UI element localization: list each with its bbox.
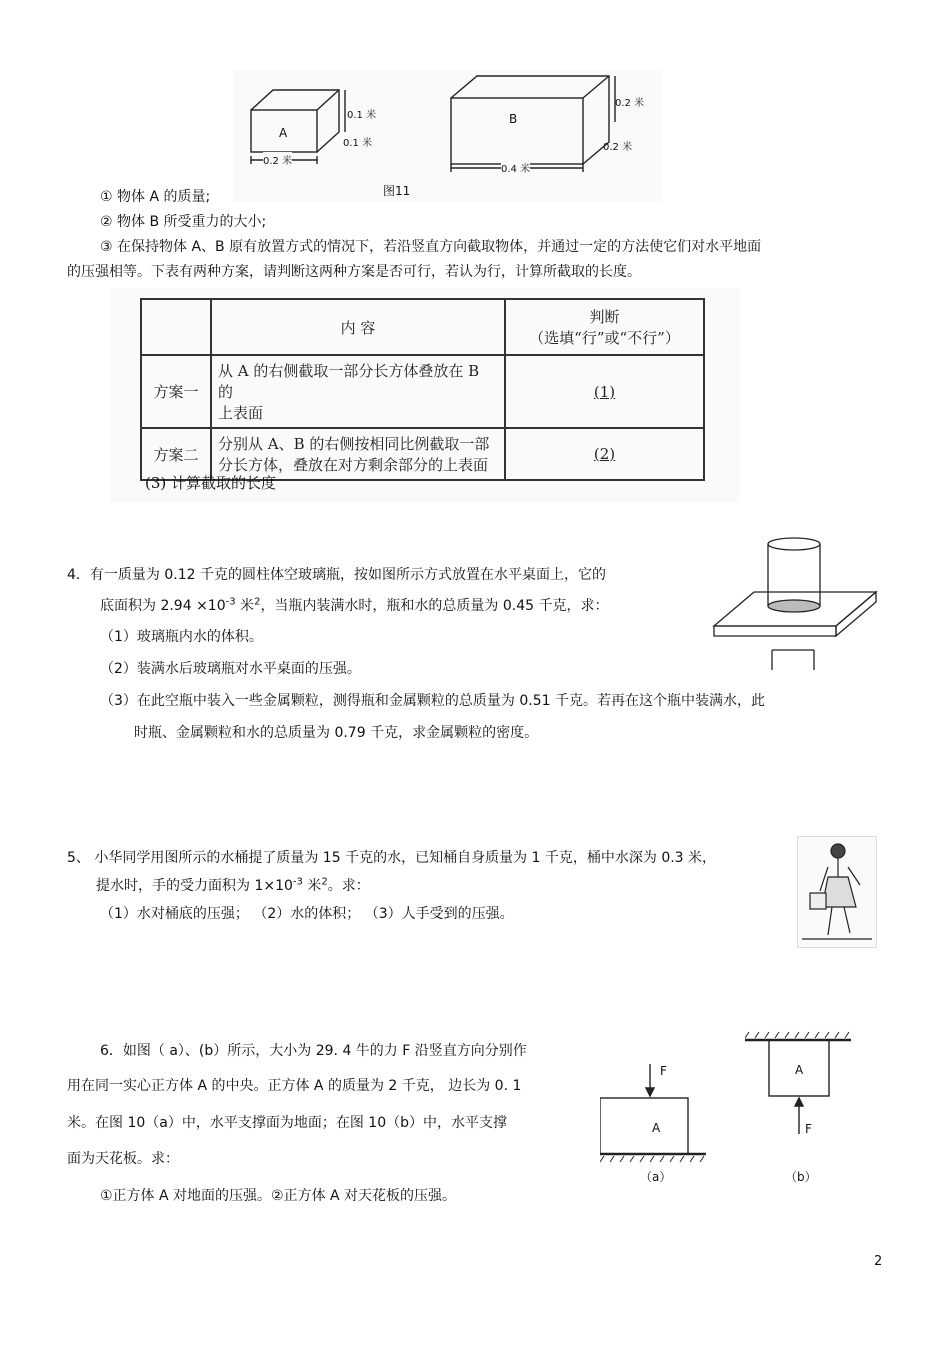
table-header-judge-hint: （选填“行”或“不行”） xyxy=(529,329,680,347)
figure-a xyxy=(600,1060,710,1185)
block-label-b: A xyxy=(795,1063,804,1077)
answer-blank-2[interactable]: (2) xyxy=(593,445,616,463)
force-label-a: F xyxy=(660,1064,667,1078)
q6-line2: 用在同一实心正方体 A 的中央。正方体 A 的质量为 2 千克， 边长为 0. 1 xyxy=(67,1078,522,1094)
q5-unit-exponent: 2 xyxy=(321,876,328,888)
scheme-1-judge xyxy=(505,355,704,428)
q4-line2 xyxy=(100,595,609,615)
q3-item-3-line1: ③ 在保持物体 A、B 原有放置方式的情况下，若沿竖直方向截取物体，并通过一定的方法使它们对水平地面 xyxy=(100,239,762,255)
table-header-content: 内 容 xyxy=(211,299,505,355)
q4-sub1: （1）玻璃瓶内水的体积。 xyxy=(100,629,263,645)
q3-item-2: ② 物体 B 所受重力的大小; xyxy=(100,214,267,230)
table-row xyxy=(141,355,704,428)
calc-length-prompt: (3) 计算截取的长度 xyxy=(145,474,277,492)
q5-line2-b: 米 xyxy=(302,878,322,894)
caption-b: （b） xyxy=(785,1170,817,1184)
force-label-b: F xyxy=(805,1122,812,1136)
table-header-judge xyxy=(505,299,704,355)
scheme-1-content-line2: 上表面 xyxy=(218,404,264,422)
q5-line2-a: 提水时，手的受力面积为 1×10 xyxy=(96,878,293,894)
q6-line4: 面为天花板。求： xyxy=(67,1151,179,1167)
q6-line3: 米。在图 10（a）中，水平支撑面为地面；在图 10（b）中，水平支撑 xyxy=(67,1115,507,1131)
scheme-1-name: 方案一 xyxy=(141,355,211,428)
box-a-width: 0.2 米 xyxy=(263,152,292,167)
caption-a: （a） xyxy=(640,1170,672,1184)
glass-bottle-drawing xyxy=(708,532,880,672)
box-b-depth: 0.2 米 xyxy=(603,142,633,153)
q4-sub2: （2）装满水后玻璃瓶对水平桌面的压强。 xyxy=(100,661,361,677)
figure-11-drawing xyxy=(233,70,661,202)
block-label-a: A xyxy=(652,1121,661,1135)
q4-exponent: -3 xyxy=(225,596,236,608)
q4-sub3-line2: 时瓶、金属颗粒和水的总质量为 0.79 千克，求金属颗粒的密度。 xyxy=(134,725,539,741)
box-b-width: 0.4 米 xyxy=(501,160,530,175)
q4-line2-b: 米 xyxy=(235,598,255,614)
q6-line1: 6．如图（ a）、(b）所示，大小为 29. 4 牛的力 F 沿竖直方向分别作 xyxy=(100,1043,527,1059)
box-b-height: 0.2 米 xyxy=(615,98,645,109)
glass-bottle-figure xyxy=(708,532,880,672)
q3-item-3-line2: 的压强相等。下表有两种方案，请判断这两种方案是否可行，若认为行，计算所截取的长度。 xyxy=(67,264,641,280)
q4-line2-c: ，当瓶内装满水时，瓶和水的总质量为 0.45 千克，求： xyxy=(260,598,609,614)
q3-item-1: ① 物体 A 的质量; xyxy=(100,189,211,205)
table-header-judge-title: 判断 xyxy=(589,308,620,326)
figure-a-drawing xyxy=(600,1060,710,1170)
box-a-height: 0.1 米 xyxy=(347,110,377,121)
table-header-row xyxy=(141,299,704,355)
scheme-table xyxy=(140,298,705,481)
scheme-2-name: 方案二 xyxy=(141,428,211,480)
table-header-blank xyxy=(141,299,211,355)
q5-line1: 5、 小华同学用图所示的水桶提了质量为 15 千克的水，已知桶自身质量为 1 千克，桶中水深为 0.3 米， xyxy=(67,850,717,866)
q6-line5: ①正方体 A 对地面的压强。②正方体 A 对天花板的压强。 xyxy=(100,1188,457,1204)
page-number: 2 xyxy=(874,1254,883,1269)
scheme-2-content-line1: 分别从 A、B 的右侧按相同比例截取一部 xyxy=(218,435,490,453)
scheme-1-content xyxy=(211,355,505,428)
box-a-depth: 0.1 米 xyxy=(343,138,373,149)
q5-exponent: -3 xyxy=(292,876,303,888)
girl-with-bucket-figure xyxy=(797,836,877,948)
box-b-label: B xyxy=(509,112,518,126)
q4-unit-exponent: 2 xyxy=(254,596,261,608)
q5-line3: （1）水对桶底的压强； （2）水的体积； （3）人手受到的压强。 xyxy=(100,906,514,922)
q5-line2 xyxy=(96,875,370,895)
q4-line1: 4．有一质量为 0.12 千克的圆柱体空玻璃瓶，按如图所示方式放置在水平桌面上，它的 xyxy=(67,567,606,583)
girl-with-bucket-drawing xyxy=(798,837,876,947)
q5-line2-c: 。求： xyxy=(327,878,370,894)
figure-b-drawing xyxy=(745,1030,855,1165)
q4-sub3-line1: （3）在此空瓶中装入一些金属颗粒，测得瓶和金属颗粒的总质量为 0.51 千克。若再在这个瓶中装满水，此 xyxy=(100,693,765,709)
figure-b xyxy=(745,1030,855,1185)
scheme-2-judge xyxy=(505,428,704,480)
figure-caption: 图11 xyxy=(383,184,411,198)
box-a-label: A xyxy=(279,126,288,140)
scheme-1-content-line1: 从 A 的右侧截取一部分长方体叠放在 B 的 xyxy=(218,362,480,401)
answer-blank-1[interactable]: (1) xyxy=(593,382,616,401)
q4-line2-a: 底面积为 2.94 ×10 xyxy=(100,598,226,614)
scheme-2-content-line2: 分长方体，叠放在对方剩余部分的上表面 xyxy=(218,456,489,474)
figure-11 xyxy=(233,70,661,202)
